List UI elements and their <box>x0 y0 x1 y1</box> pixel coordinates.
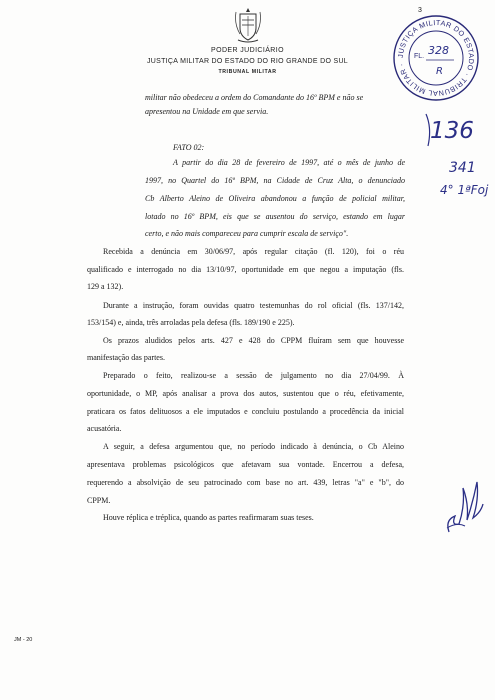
text-line: qualificado e interrogado no dia 13/10/97, oportunidade em que negou a imputação (fls. <box>87 265 404 274</box>
text-line: apresentava problemas psicológicos que afetavam sua vontade. Encerrou a defesa, <box>87 460 404 469</box>
handwritten-note-text: 4° 1ªFoj <box>440 183 489 197</box>
text-line: certo, e não mais compareceu para cumprir escala de serviço". <box>145 229 349 238</box>
text-line: 153/154) e, ainda, três arroladas pela defesa (fls. 189/190 e 225). <box>87 318 295 327</box>
text-line: requerendo a absolvição de seu patrocinado com base no art. 439, letras "a" e "b", do <box>87 478 404 487</box>
stamp-fl-number: 328 <box>428 44 449 57</box>
text-line: 129 a 132). <box>87 282 124 291</box>
stamp-fl-label: FL. <box>414 53 425 60</box>
stamp-initials: R <box>436 66 443 77</box>
svg-text:JUSTIÇA MILITAR DO ESTADO · TR <box>396 18 476 98</box>
text-line: oportunidade, o MP, após analisar a prova dos autos, sustentou que o réu, efetivamente, <box>87 389 404 398</box>
text-line: militar não obedeceu a ordem do Comandante do 16º BPM e não se <box>145 93 364 102</box>
text-line: Houve réplica e tréplica, quando as partes reafirmaram suas teses. <box>103 513 314 522</box>
text-line: acusatória. <box>87 424 122 433</box>
text-line: Os prazos aludidos pelos arts. 427 e 428 do CPPM fluíram sem que houvesse <box>103 336 404 345</box>
text-line: Cb Alberto Aleino de Oliveira abandonou a função de policial militar, <box>145 194 405 203</box>
stamp-ring-text: JUSTIÇA MILITAR DO ESTADO · TRIBUNAL MILITAR · <box>395 17 477 99</box>
text-line: manifestação das partes. <box>87 353 165 362</box>
handwritten-note-number: 341 <box>449 160 476 176</box>
handwritten-signature <box>443 476 487 536</box>
header-line-1: PODER JUDICIÁRIO <box>211 47 284 54</box>
text-line: lotado no 16º BPM, eis que se ausentou do serviço, estando em lugar <box>145 212 405 221</box>
text-line-heading: FATO 02: <box>173 143 205 152</box>
text-line: 1997, no Quartel do 16º BPM, na Cidade de Cruz Alta, o denunciado <box>145 176 405 185</box>
handwritten-folio-number: 136 <box>430 118 474 144</box>
court-stamp <box>392 14 480 102</box>
text-line: Recebida a denúncia em 30/06/97, após regular citação (fl. 120), foi o réu <box>103 247 404 256</box>
text-line: A partir do dia 28 de fevereiro de 1997, até o mês de junho de <box>173 158 405 167</box>
text-line: Durante a instrução, foram ouvidas quatro testemunhas do rol oficial (fls. 137/142, <box>103 301 404 310</box>
text-line: A seguir, a defesa argumentou que, no período indicado à denúncia, o Cb Aleino <box>103 442 404 451</box>
coat-of-arms-icon <box>232 6 264 44</box>
footer-form-code: JM - 20 <box>14 637 33 643</box>
header-line-2: JUSTIÇA MILITAR DO ESTADO DO RIO GRANDE DO SUL <box>146 58 348 65</box>
text-line: praticara os fatos delituosos a ele imputados e concluiu postulando a procedência da inicial <box>87 407 404 416</box>
text-line: apresentou na Unidade em que servia. <box>145 107 269 116</box>
text-line: CPPM. <box>87 496 111 505</box>
text-line: Preparado o feito, realizou-se a sessão de julgamento no dia 27/04/99. À <box>103 371 404 380</box>
folio-annotation-mark <box>424 110 494 150</box>
header-line-3: TRIBUNAL MILITAR <box>218 69 277 75</box>
page-number: 3 <box>418 7 422 14</box>
